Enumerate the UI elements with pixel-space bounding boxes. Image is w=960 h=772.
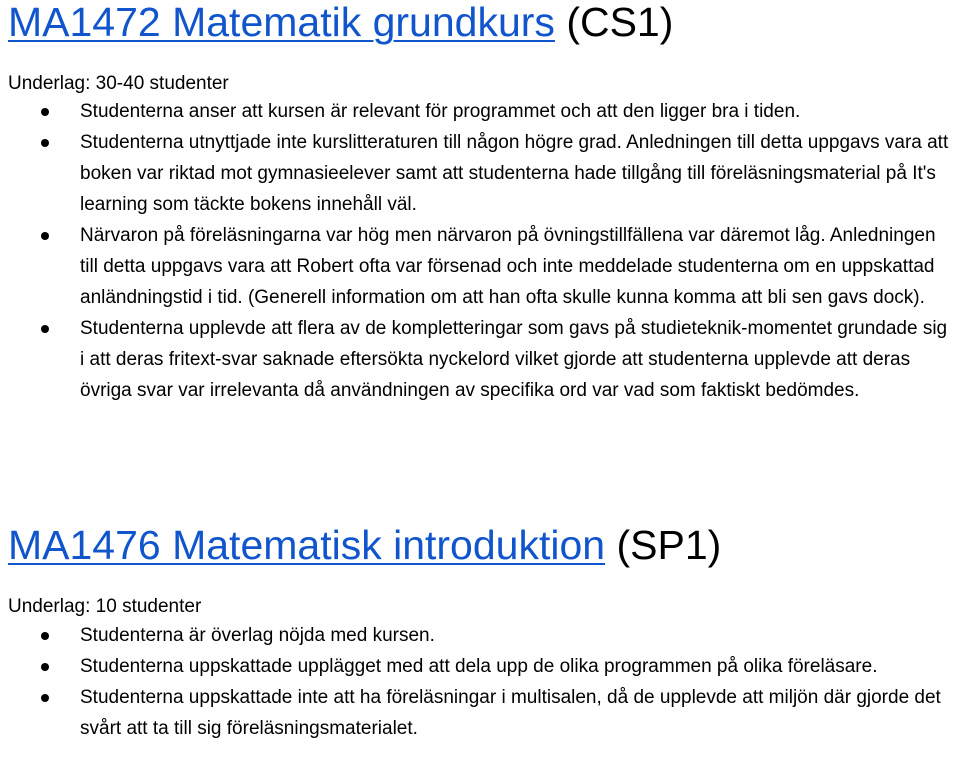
list-item-text: Närvaron på föreläsningarna var hög men närvaron på övningstillfällena var däremot låg. Anledningen till detta uppgavs vara att Robert ofta var försenad och inte meddelade studenterna om en uppskattad anländningstid i tid. (Generell information om att han ofta skulle kunna komma att bli sen gavs dock). [80, 225, 936, 308]
list-item-text: Studenterna utnyttjade inte kurslitteraturen till någon högre grad. Anledningen till detta uppgavs vara att boken var riktad mot gymnasieelever samt att studenterna hade tillgång till föreläsningsmaterial på It's learning som täckte bokens innehåll väl. [80, 132, 949, 215]
bullet-icon [41, 139, 49, 147]
bullet-icon [41, 108, 49, 116]
course-link-ma1476[interactable]: MA1476 Matematisk introduktion [8, 522, 606, 568]
course-code-suffix: (CS1) [566, 0, 674, 45]
list-item [8, 220, 952, 313]
underlag-text: Underlag: 10 studenter [8, 596, 202, 617]
course-heading-ma1476 [8, 521, 721, 569]
list-item [8, 96, 952, 127]
bullet-icon [41, 632, 49, 640]
bullet-icon [41, 694, 49, 702]
list-item [8, 313, 952, 406]
list-item [8, 651, 952, 682]
list-item-text: Studenterna är överlag nöjda med kursen. [80, 625, 435, 646]
course-code-suffix: (SP1) [616, 522, 722, 568]
bullet-icon [41, 325, 49, 333]
list-item-text: Studenterna uppskattade inte att ha föreläsningar i multisalen, då de upplevde att miljön där gjorde det svårt att ta till sig föreläsningsmaterialet. [80, 687, 941, 739]
feedback-list-ma1476 [8, 620, 952, 744]
course-link-ma1472[interactable]: MA1472 Matematik grundkurs [8, 0, 555, 45]
list-item-text: Studenterna anser att kursen är relevant för programmet och att den ligger bra i tiden. [80, 101, 801, 122]
list-item-text: Studenterna uppskattade upplägget med att dela upp de olika programmen på olika föreläsare. [80, 656, 878, 677]
list-item [8, 682, 952, 744]
underlag-text: Underlag: 30-40 studenter [8, 73, 229, 94]
bullet-icon [41, 663, 49, 671]
course-heading-ma1472 [8, 0, 673, 46]
bullet-icon [41, 232, 49, 240]
list-item [8, 620, 952, 651]
feedback-list-ma1472 [8, 96, 952, 406]
list-item-text: Studenterna upplevde att flera av de kompletteringar som gavs på studieteknik-momentet grundade sig i att deras fritext-svar saknade eftersökta nyckelord vilket gjorde att studenterna upplevde att deras övriga svar var irrelevanta då användningen av specifika ord var vad som faktiskt bedömdes. [80, 318, 948, 401]
list-item [8, 127, 952, 220]
